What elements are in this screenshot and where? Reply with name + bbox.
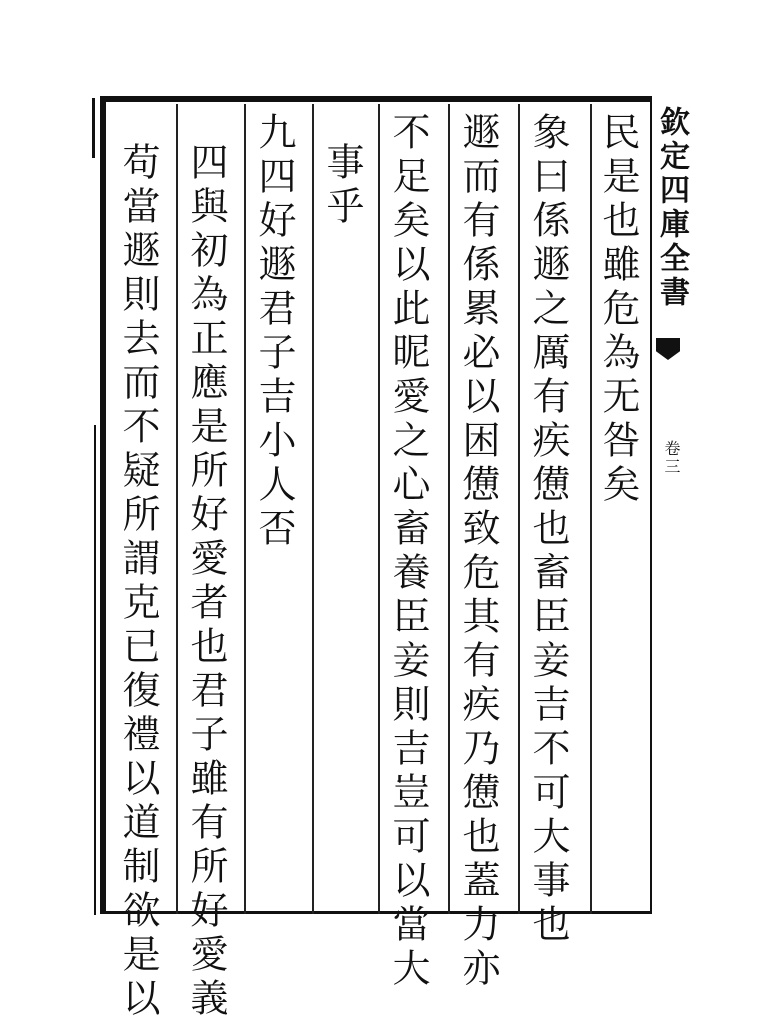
column-rule (378, 104, 380, 914)
column-rule (176, 104, 178, 914)
column-rule (518, 104, 520, 914)
column-rule (448, 104, 450, 914)
gutter-mark (92, 98, 95, 158)
juan-label: 卷三 (662, 440, 681, 476)
text-column-4: 不足矣以此昵愛之心畜養臣妾則吉豈可以當大 (386, 112, 430, 992)
column-rule (312, 104, 314, 914)
text-column-3: 遯而有係累必以困憊致危其有疾乃憊也蓋力亦 (456, 112, 500, 992)
text-column-5: 事乎 (320, 142, 364, 230)
column-rule (590, 104, 592, 914)
gutter-mark (94, 425, 96, 915)
book-title: 欽定四庫全書 (654, 106, 689, 310)
text-column-8: 苟當遯則去而不疑所謂克已復禮以道制欲是以 (116, 142, 160, 1022)
column-rule (244, 104, 246, 914)
text-column-7: 四與初為正應是所好愛者也君子雖有所好愛義 (184, 142, 228, 1022)
text-column-6: 九四好遯君子吉小人否 (252, 112, 296, 552)
text-column-1: 民是也雖危為无咎矣 (596, 112, 640, 508)
text-column-2: 象曰係遯之厲有疾憊也畜臣妾吉不可大事也 (526, 112, 570, 948)
